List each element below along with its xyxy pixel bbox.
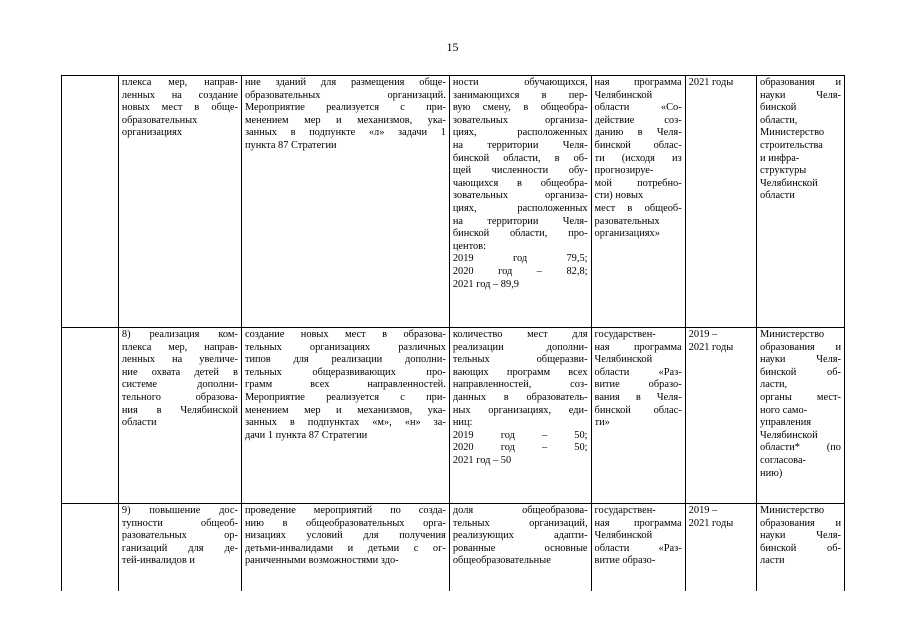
- cell-line: ная программа: [594, 517, 682, 529]
- cell-line: 2019 –: [688, 505, 718, 516]
- executor-cell: [757, 76, 845, 328]
- cell-line: ных организациях, еди-: [452, 404, 588, 416]
- cell-line: данных в образователь-: [452, 391, 588, 403]
- cell-line: вания в Челя-: [594, 391, 682, 403]
- cell-line: 2020 год – 82,8;: [452, 265, 588, 277]
- indicator-cell: [449, 76, 591, 328]
- program-cell: [591, 76, 685, 328]
- cell-line: ная программа: [594, 341, 682, 353]
- cell-line: зовательных организа-: [452, 190, 588, 202]
- cell-line: области «Со-: [594, 102, 682, 114]
- program-cell: [591, 504, 685, 592]
- period-cell: [685, 504, 756, 592]
- measure-cell: [241, 328, 449, 504]
- cell-line: занных в подпунктах «м», «н» за-: [244, 417, 446, 429]
- cell-line: 2021 годы: [688, 77, 734, 88]
- cell-line: раниченными возможностями здо-: [244, 555, 399, 567]
- cell-line: 2021 год – 89,9: [452, 278, 519, 290]
- cell-line: бинской об-: [760, 542, 841, 554]
- cell-line: образования и: [760, 77, 841, 88]
- cell-line: грамм всех направленностей.: [244, 379, 446, 391]
- number-cell: [62, 328, 119, 504]
- cell-line: чающихся в общеобра-: [452, 177, 588, 189]
- cell-line: 2019 год – 50;: [452, 429, 588, 441]
- cell-line: доля общеобразова-: [452, 505, 588, 516]
- cell-line: разовательных: [594, 215, 660, 227]
- measure-cell: [241, 504, 449, 592]
- cell-line: Мероприятие реализуется с при-: [244, 391, 446, 403]
- cell-line: дачи 1 пункта 87 Стратегии: [244, 429, 368, 441]
- cell-line: Министерство: [760, 505, 825, 516]
- cell-line: пункта 87 Стратегии: [244, 139, 337, 151]
- table-row: [62, 76, 845, 328]
- cell-line: ная программа: [594, 77, 682, 88]
- cell-line: ленных на увеличе-: [121, 354, 238, 366]
- cell-line: образовательных организаций.: [244, 89, 446, 101]
- cell-line: витие образо-: [594, 379, 682, 391]
- cell-line: 2021 годы: [688, 341, 734, 353]
- task-cell: [118, 504, 241, 592]
- cell-line: новых мест в обще-: [121, 102, 238, 114]
- task-cell: [118, 76, 241, 328]
- cell-line: науки Челя-: [760, 89, 841, 101]
- cell-line: бинской об-: [760, 366, 841, 378]
- cell-line: ласти: [760, 555, 785, 567]
- cell-line: реализации дополни-: [452, 341, 588, 353]
- cell-line: ти (исходя из: [594, 152, 682, 164]
- cell-line: ленных на создание: [121, 89, 238, 101]
- cell-line: 2019 –: [688, 329, 718, 340]
- cell-line: действие соз-: [594, 114, 682, 126]
- cell-line: плекса мер, направ-: [121, 77, 238, 88]
- cell-line: 9) повышение дос-: [121, 505, 238, 516]
- cell-line: ние охвата детей в: [121, 366, 238, 378]
- cell-line: циях, расположенных: [452, 202, 588, 214]
- cell-line: 2021 годы: [688, 517, 734, 529]
- cell-line: Челябинской: [760, 429, 818, 441]
- cell-line: низациях условий для получения: [244, 530, 446, 542]
- cell-line: сти) новых: [594, 190, 644, 202]
- cell-line: Челябинской: [594, 354, 653, 366]
- cell-line: 2019 год 79,5;: [452, 253, 588, 265]
- cell-line: строительства: [760, 139, 823, 151]
- cell-line: плекса мер, направ-: [121, 341, 238, 353]
- cell-line: управления: [760, 417, 812, 429]
- period-cell: [685, 76, 756, 328]
- activities-table: [61, 75, 845, 591]
- cell-line: занимающихся в пер-: [452, 89, 588, 101]
- cell-line: на территории Челя-: [452, 215, 588, 227]
- indicator-cell: [449, 328, 591, 504]
- cell-line: тельных общеразви-: [452, 354, 588, 366]
- indicator-cell: [449, 504, 591, 592]
- cell-line: на территории Челя-: [452, 139, 588, 151]
- cell-line: тельных общеразвивающих про-: [244, 366, 446, 378]
- cell-line: занных в подпункте «л» задачи 1: [244, 127, 446, 139]
- cell-line: бинской: [760, 102, 797, 114]
- cell-line: организациях»: [594, 228, 660, 240]
- cell-line: зовательных организа-: [452, 114, 588, 126]
- cell-line: науки Челя-: [760, 354, 841, 366]
- cell-line: области «Раз-: [594, 366, 682, 378]
- cell-line: ного само-: [760, 404, 808, 416]
- cell-line: науки Челя-: [760, 530, 841, 542]
- cell-line: образовательных: [121, 114, 198, 126]
- cell-line: бинской облас-: [594, 404, 682, 416]
- cell-line: количество мест для: [452, 329, 588, 340]
- cell-line: бинской области, в об-: [452, 152, 588, 164]
- cell-line: нию в общеобразовательных орга-: [244, 517, 446, 529]
- cell-line: рованные основные: [452, 542, 588, 554]
- task-cell: [118, 328, 241, 504]
- cell-line: общеобразовательные: [452, 555, 551, 567]
- cell-line: менением мер и механизмов, ука-: [244, 404, 446, 416]
- cell-line: 2020 год – 50;: [452, 442, 588, 454]
- cell-line: Министерство: [760, 329, 825, 340]
- cell-line: области: [121, 417, 157, 429]
- cell-line: данию в Челя-: [594, 127, 682, 139]
- cell-line: разовательных ор-: [121, 530, 238, 542]
- number-cell: [62, 76, 119, 328]
- cell-line: ганизаций для де-: [121, 542, 238, 554]
- cell-line: бинской облас-: [594, 139, 682, 151]
- cell-line: государствен-: [594, 505, 656, 516]
- cell-line: витие образо-: [594, 555, 656, 567]
- cell-line: детьми-инвалидами и детьми с ог-: [244, 542, 446, 554]
- cell-line: щей численности обу-: [452, 165, 588, 177]
- executor-cell: [757, 504, 845, 592]
- number-cell: [62, 504, 119, 592]
- cell-line: тельных организациях различных: [244, 341, 446, 353]
- cell-line: менением мер и механизмов, ука-: [244, 114, 446, 126]
- cell-line: ности обучающихся,: [452, 77, 588, 88]
- cell-line: циях, расположенных: [452, 127, 588, 139]
- period-cell: [685, 328, 756, 504]
- cell-line: нию): [760, 467, 783, 479]
- cell-line: типов для реализации дополни-: [244, 354, 446, 366]
- cell-line: ние зданий для размещения обще-: [244, 77, 446, 88]
- table-row: [62, 504, 845, 592]
- cell-line: и инфра-: [760, 152, 800, 164]
- cell-line: мой потребно-: [594, 177, 682, 189]
- measure-cell: [241, 76, 449, 328]
- cell-line: 8) реализация ком-: [121, 329, 238, 340]
- cell-line: области* (по: [760, 442, 841, 454]
- cell-line: согласова-: [760, 454, 807, 466]
- cell-line: вую смену, в общеобра-: [452, 102, 588, 114]
- cell-line: центов:: [452, 240, 486, 252]
- cell-line: вающих программ всех: [452, 366, 588, 378]
- cell-line: реализующих адапти-: [452, 530, 588, 542]
- cell-line: Министерство: [760, 127, 825, 139]
- table-row: [62, 328, 845, 504]
- cell-line: ласти,: [760, 379, 788, 391]
- cell-line: области: [760, 190, 795, 202]
- cell-line: направленностей, соз-: [452, 379, 588, 391]
- cell-line: образования и: [760, 517, 841, 529]
- cell-line: организациях: [121, 127, 183, 139]
- cell-line: проведение мероприятий по созда-: [244, 505, 446, 516]
- cell-line: Челябинской: [760, 177, 818, 189]
- cell-line: 2021 год – 50: [452, 454, 512, 466]
- cell-line: бинской области, про-: [452, 228, 588, 240]
- cell-line: Челябинской: [594, 530, 653, 542]
- program-cell: [591, 328, 685, 504]
- cell-line: системе дополни-: [121, 379, 238, 391]
- cell-line: области «Раз-: [594, 542, 682, 554]
- cell-line: Челябинской: [594, 89, 653, 101]
- executor-cell: [757, 328, 845, 504]
- cell-line: области,: [760, 114, 798, 126]
- cell-line: тельного образова-: [121, 391, 238, 403]
- cell-line: ния в Челябинской: [121, 404, 238, 416]
- cell-line: государствен-: [594, 329, 656, 340]
- page-number: 15: [446, 40, 459, 54]
- cell-line: ниц:: [452, 417, 473, 429]
- cell-line: Мероприятие реализуется с при-: [244, 102, 446, 114]
- cell-line: образования и: [760, 341, 841, 353]
- cell-line: тей-инвалидов и: [121, 555, 195, 567]
- cell-line: создание новых мест в образова-: [244, 329, 446, 340]
- cell-line: мест в общеоб-: [594, 202, 682, 214]
- cell-line: структуры: [760, 165, 807, 177]
- cell-line: ти»: [594, 417, 610, 429]
- cell-line: органы мест-: [760, 391, 841, 403]
- cell-line: тельных организаций,: [452, 517, 588, 529]
- cell-line: прогнозируе-: [594, 165, 654, 177]
- cell-line: тупности общеоб-: [121, 517, 238, 529]
